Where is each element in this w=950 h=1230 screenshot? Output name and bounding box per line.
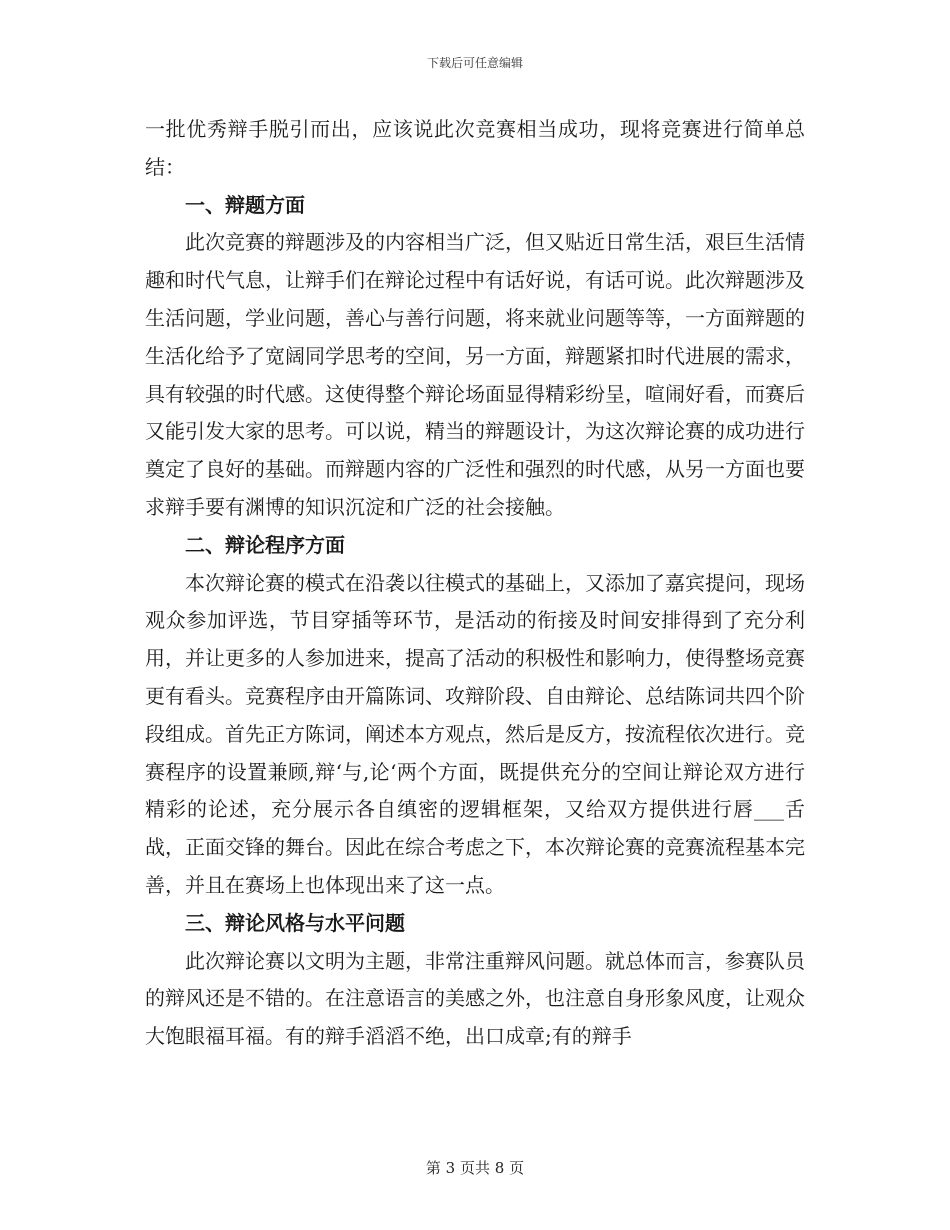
topics-paragraph: 此次竞赛的辩题涉及的内容相当广泛，但又贴近日常生活，艰巨生活情趣和时代气息，让辩手们在辩论过程中有话好说，有话可说。此次辩题涉及生活问题，学业问题，善心与善行问题，将来就业问题等等，一方面辩题的生活化给予了宽阔同学思考的空间，另一方面，辩题紧扣时代进展的需求，具有较强的时代感。这使得整个辩论场面显得精彩纷呈，喧闹好看，而赛后又能引发大家的思考。可以说，精当的辩题设计，为这次辩论赛的成功进行奠定了良好的基础。而辩题内容的广泛性和强烈的时代感，从另一方面也要求辩手要有渊博的知识沉淀和广泛的社会接触。 (145, 230, 805, 519)
section-heading-style: 三、辩论风格与水平问题 (185, 910, 405, 935)
page-number: 第 3 页共 8 页 (425, 1159, 525, 1177)
page-header-note: 下载后可任意编辑 (426, 56, 523, 70)
intro-paragraph: 一批优秀辩手脱引而出，应该说此次竞赛相当成功，现将竞赛进行简单总结： (145, 117, 805, 179)
procedure-paragraph: 本次辩论赛的模式在沿袭以往模式的基础上，又添加了嘉宾提问，现场观众参加评选，节目穿插等环节，是活动的衔接及时间安排得到了充分利用，并让更多的人参加进来，提高了活动的积极性和影响力，使得整场竞赛更有看头。竞赛程序由开篇陈词、攻辩阶段、自由辩论、总结陈词共四个阶段组成。首先正方陈词，阐述本方观点，然后是反方，按流程依次进行。竞赛程序的设置兼顾,辩‘与,论‘两个方面，既提供充分的空间让辩论双方进行精彩的论述，充分展示各自缜密的逻辑框架，又给双方提供进行唇___舌战，正面交锋的舞台。因此在综合考虑之下，本次辩论赛的竞赛流程基本完善，并且在赛场上也体现出来了这一点。 (145, 570, 805, 897)
section-heading-topics: 一、辩题方面 (185, 192, 305, 217)
style-paragraph: 此次辩论赛以文明为主题，非常注重辩风问题。就总体而言，参赛队员的辩风还是不错的。在注意语言的美感之外，也注意自身形象风度，让观众大饱眼福耳福。有的辩手滔滔不绝，出口成章;有的辩手 (145, 948, 805, 1049)
section-heading-procedure: 二、辩论程序方面 (185, 532, 345, 557)
document-body (145, 111, 805, 1056)
